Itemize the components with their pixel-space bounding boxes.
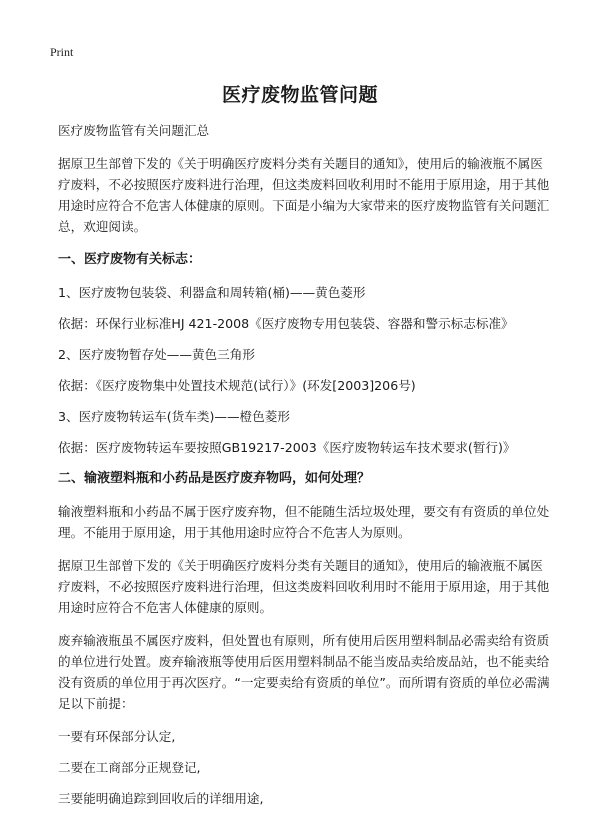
section-heading-2: 二、输液塑料瓶和小药品是医疗废弃物吗，如何处理？: [58, 471, 371, 486]
section1-item: 2、医疗废物暂存处——黄色三角形: [58, 347, 255, 362]
section2-paragraph: 据原卫生部曾下发的《关于明确医疗废料分类有关题目的通知》，使用后的输液瓶不属医疗废料，不必按照医疗废料进行治理，但这类废料回收利用时不能用于原用途，用于其他用途时应符合不危害人体健康的原则。: [58, 558, 550, 615]
section2-paragraph: 输液塑料瓶和小药品不属于医疗废弃物，但不能随生活垃圾处理，要交有有资质的单位处理。不能用于原用途，用于其他用途时应符合不危害人为原则。: [58, 504, 550, 540]
section2-paragraph: 三要能明确追踪到回收后的详细用途,: [58, 791, 264, 806]
section2-paragraph: 二要在工商部分正规登记,: [58, 760, 201, 775]
document-subtitle: 医疗废物监管有关问题汇总: [58, 123, 210, 138]
section-heading-1: 一、医疗废物有关标志：: [58, 252, 202, 267]
intro-paragraph: 据原卫生部曾下发的《关于明确医疗废料分类有关题目的通知》，使用后的输液瓶不属医疗废料，不必按照医疗废料进行治理，但这类废料回收利用时不能用于原用途，用于其他用途时应符合不危害人体健康的原则。下面是小编为大家带来的医疗废物监管有关问题汇总，欢迎阅读。: [58, 156, 550, 234]
section1-item: 依据：环保行业标准HJ 421-2008《医疗废物专用包装袋、容器和警示标志标准》: [58, 316, 514, 331]
section1-item: 3、医疗废物转运车(货车类)——橙色菱形: [58, 409, 290, 424]
section2-paragraph: 废弃输液瓶虽不属医疗废料，但处置也有原则，所有使用后医用塑料制品必需卖给有资质的单位进行处置。废弃输液瓶等使用后医用塑料制品不能当废品卖给废品站，也不能卖给没有资质的单位用于再次医疗。“一定要卖给有资质的单位”。而所谓有资质的单位必需满足以下前提：: [58, 633, 550, 711]
section1-item: 依据：《医疗废物集中处置技术规范(试行）》(环发[2003]206号): [58, 378, 416, 393]
print-label: Print: [50, 45, 74, 59]
section1-item: 依据：医疗废物转运车要按照GB19217-2003《医疗废物转运车技术要求(暂行)》: [58, 440, 516, 455]
section1-item: 1、医疗废物包装袋、利器盒和周转箱(桶)——黄色菱形: [58, 285, 366, 300]
page-title: 医疗废物监管问题: [221, 84, 378, 106]
document-body: [58, 120, 552, 819]
section2-paragraph: 一要有环保部分认定,: [58, 729, 176, 744]
